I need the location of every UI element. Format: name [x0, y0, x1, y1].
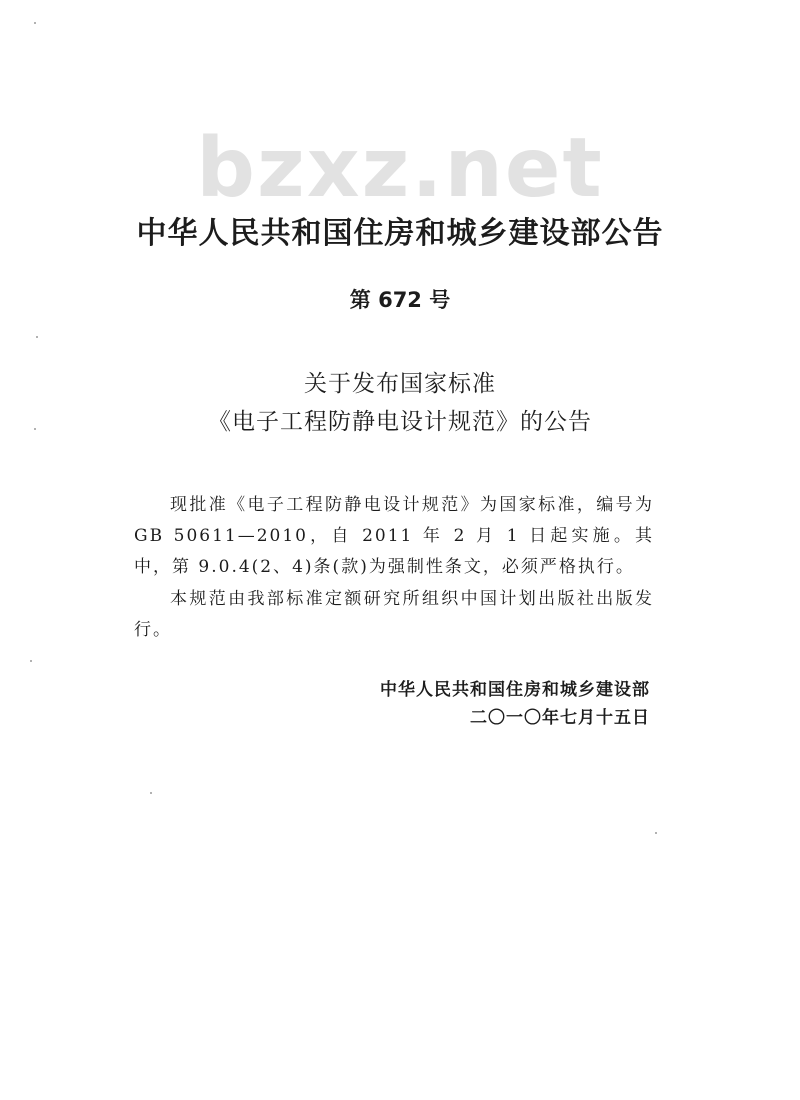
- scan-speck: [150, 792, 152, 794]
- announcement-title-line1: 关于发布国家标准: [304, 371, 496, 397]
- signature-organization: 中华人民共和国住房和城乡建设部: [380, 680, 650, 700]
- scan-speck: [655, 832, 657, 834]
- announcement-title-line2: 《电子工程防静电设计规范》的公告: [208, 409, 592, 435]
- announcement-number: 第 672 号: [349, 288, 451, 312]
- scan-speck: [30, 660, 32, 662]
- scan-speck: [36, 336, 38, 338]
- scan-speck: [34, 428, 36, 430]
- body-paragraph-1: 现批准《电子工程防静电设计规范》为国家标准，编号为GB 50611—2010，自 2011 年 2 月 1 日起实施。其中，第 9.0.4(2、4)条(款)为强制性条文，必须严格执行。: [134, 495, 654, 577]
- watermark: bzxz.net: [196, 121, 604, 216]
- scan-speck: [34, 22, 36, 24]
- issuer-heading: 中华人民共和国住房和城乡建设部公告: [136, 216, 664, 251]
- signature-date: 二〇一〇年七月十五日: [470, 708, 650, 728]
- body-paragraph-2: 本规范由我部标准定额研究所组织中国计划出版社出版发行。: [134, 589, 654, 640]
